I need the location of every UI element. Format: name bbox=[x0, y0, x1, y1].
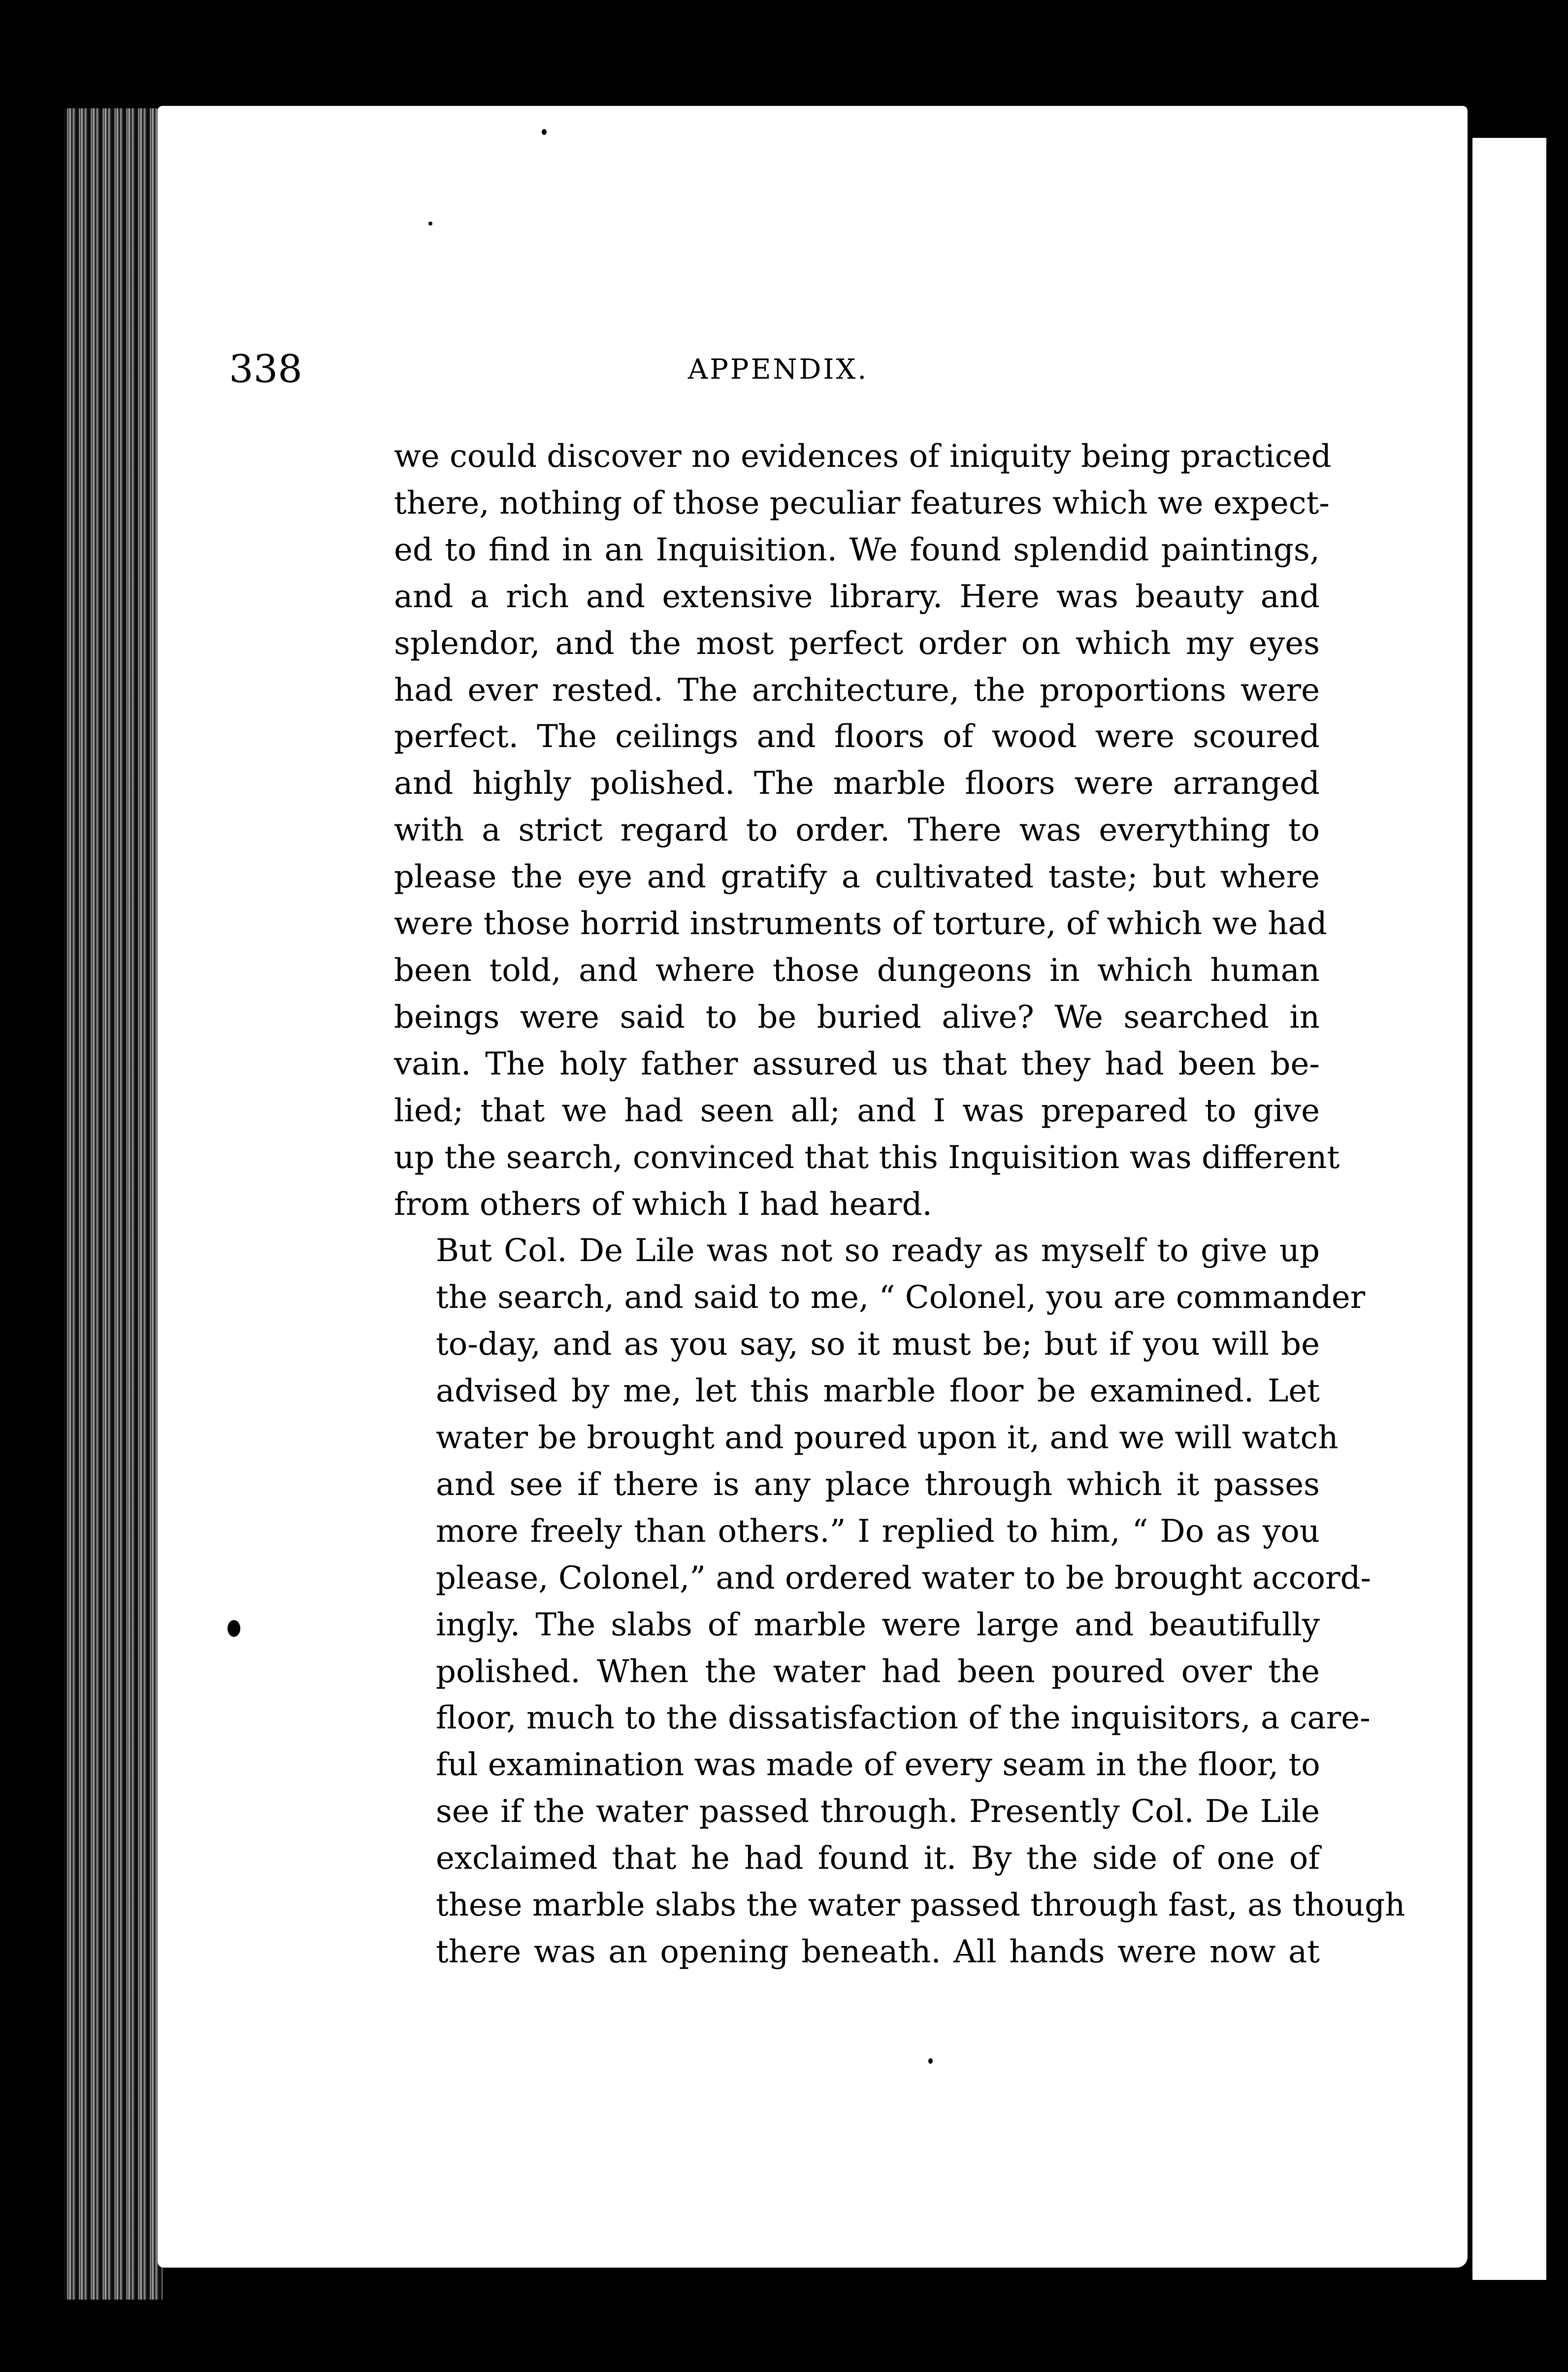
page-header bbox=[229, 347, 1327, 391]
text-line: from others of which I had heard. bbox=[394, 1186, 932, 1223]
text-line: to-day, and as you say, so it must be; but if you will be bbox=[436, 1326, 1320, 1363]
text-line: had ever rested. The architecture, the proportions were bbox=[394, 672, 1320, 709]
text-line: and a rich and extensive library. Here was beauty and bbox=[394, 578, 1320, 615]
text-line: exclaimed that he had found it. By the side of one of bbox=[436, 1840, 1320, 1877]
running-head: APPENDIX. bbox=[687, 354, 869, 386]
text-line: advised by me, let this marble floor be examined. Let bbox=[436, 1373, 1320, 1410]
text-line: the search, and said to me, “ Colonel, you are commander bbox=[436, 1279, 1366, 1316]
text-line: there was an opening beneath. All hands were now at bbox=[436, 1934, 1320, 1970]
text-line: polished. When the water had been poured over the bbox=[436, 1653, 1320, 1690]
text-line: But Col. De Lile was not so ready as myself to give up bbox=[436, 1233, 1320, 1269]
text-line: please the eye and gratify a cultivated taste; but where bbox=[394, 859, 1320, 896]
text-line: splendor, and the most perfect order on which my eyes bbox=[394, 625, 1320, 662]
text-line: ed to find in an Inquisition. We found splendid paintings, bbox=[394, 531, 1320, 568]
paragraph-1 bbox=[394, 433, 1340, 1228]
adjacent-page-edge bbox=[1472, 138, 1546, 2280]
book-spine-edge bbox=[64, 108, 163, 2300]
text-line: ful examination was made of every seam in the floor, to bbox=[436, 1747, 1320, 1784]
text-line: were those horrid instruments of torture, of which we had bbox=[394, 906, 1327, 942]
text-line: see if the water passed through. Presently Col. De Lile bbox=[436, 1793, 1320, 1830]
text-line: ingly. The slabs of marble were large and beautifully bbox=[436, 1606, 1320, 1643]
text-line: vain. The holy father assured us that they had been be- bbox=[394, 1045, 1320, 1082]
text-line: with a strict regard to order. There was everything to bbox=[394, 812, 1320, 849]
text-line: these marble slabs the water passed through fast, as though bbox=[436, 1887, 1405, 1924]
text-line: more freely than others.” I replied to him, “ Do as you bbox=[436, 1513, 1320, 1550]
page-number: 338 bbox=[229, 347, 302, 391]
text-line: there, nothing of those peculiar features which we expect- bbox=[394, 485, 1330, 521]
ink-speck bbox=[542, 129, 547, 135]
text-line: perfect. The ceilings and floors of wood were scoured bbox=[394, 718, 1320, 755]
text-line: lied; that we had seen all; and I was prepared to give bbox=[394, 1092, 1320, 1129]
ink-blot bbox=[228, 1620, 240, 1637]
text-line: beings were said to be buried alive? We searched in bbox=[394, 999, 1320, 1036]
ink-speck bbox=[928, 2058, 933, 2064]
paragraph-2 bbox=[394, 1228, 1405, 1976]
text-line: please, Colonel,” and ordered water to be brought accord- bbox=[436, 1560, 1372, 1596]
body-text bbox=[394, 433, 1405, 1976]
ink-speck bbox=[428, 222, 432, 226]
text-line: floor, much to the dissatisfaction of the inquisitors, a care- bbox=[436, 1700, 1371, 1737]
text-line: water be brought and poured upon it, and we will watch bbox=[436, 1420, 1339, 1457]
text-line: and highly polished. The marble floors were arranged bbox=[394, 765, 1320, 802]
text-line: up the search, convinced that this Inquisition was different bbox=[394, 1139, 1340, 1176]
text-line: we could discover no evidences of iniquity being practiced bbox=[394, 438, 1332, 475]
text-line: and see if there is any place through which it passes bbox=[436, 1466, 1320, 1503]
text-line: been told, and where those dungeons in which human bbox=[394, 952, 1320, 989]
